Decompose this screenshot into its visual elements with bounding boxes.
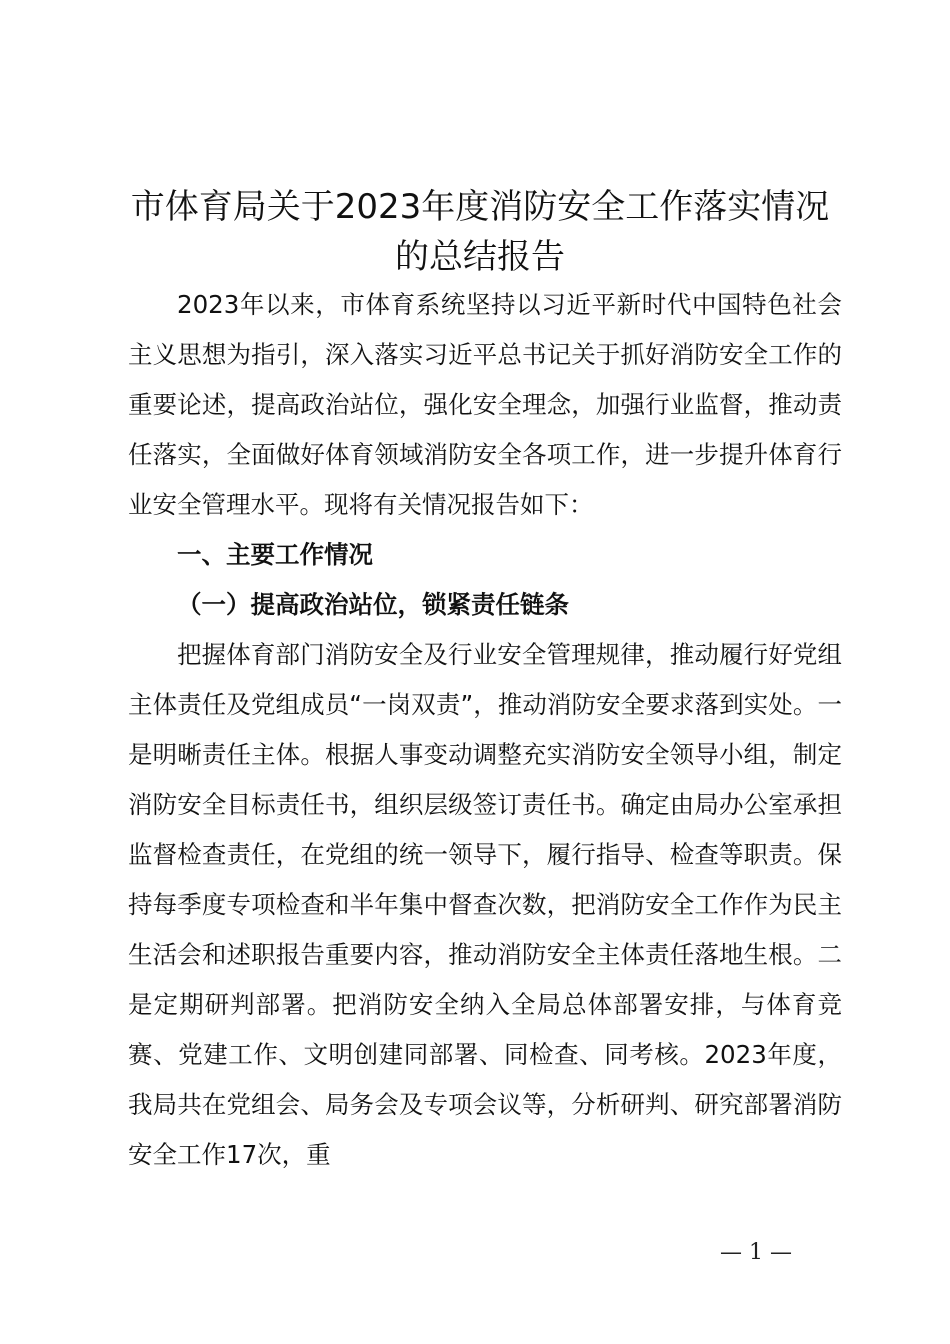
intro-paragraph: 2023年以来，市体育系统坚持以习近平新时代中国特色社会主义思想为指引，深入落实习近平总书记关于抓好消防安全工作的重要论述，提高政治站位，强化安全理念，加强行业监督，推动责任落实，全面做好体育领域消防安全各项工作，进一步提升体育行业安全管理水平。现将有关情况报告如下： [128,290,842,519]
page-number: — 1 — [720,1240,792,1265]
body-paragraph: 把握体育部门消防安全及行业安全管理规律，推动履行好党组主体责任及党组成员“一岗双责”，推动消防安全要求落到实处。一是明晰责任主体。根据人事变动调整充实消防安全领导小组，制定消防安全目标责任书，组织层级签订责任书。确定由局办公室承担监督检查责任，在党组的统一领导下，履行指导、检查等职责。保持每季度专项检查和半年集中督查次数，把消防安全工作作为民主生活会和述职报告重要内容，推动消防安全主体责任落地生根。二是定期研判部署。把消防安全纳入全局总体部署安排，与体育竞赛、党建工作、文明创建同部署、同检查、同考核。2023年度，我局共在党组会、局务会及专项会议等，分析研判、研究部署消防安全工作17次，重 [128,640,842,1169]
document-title: 市体育局关于2023年度消防安全工作落实情况的总结报告 [130,187,830,277]
section-heading: 一、主要工作情况 [177,540,373,569]
subsection-heading: （一）提高政治站位，锁紧责任链条 [177,590,569,619]
